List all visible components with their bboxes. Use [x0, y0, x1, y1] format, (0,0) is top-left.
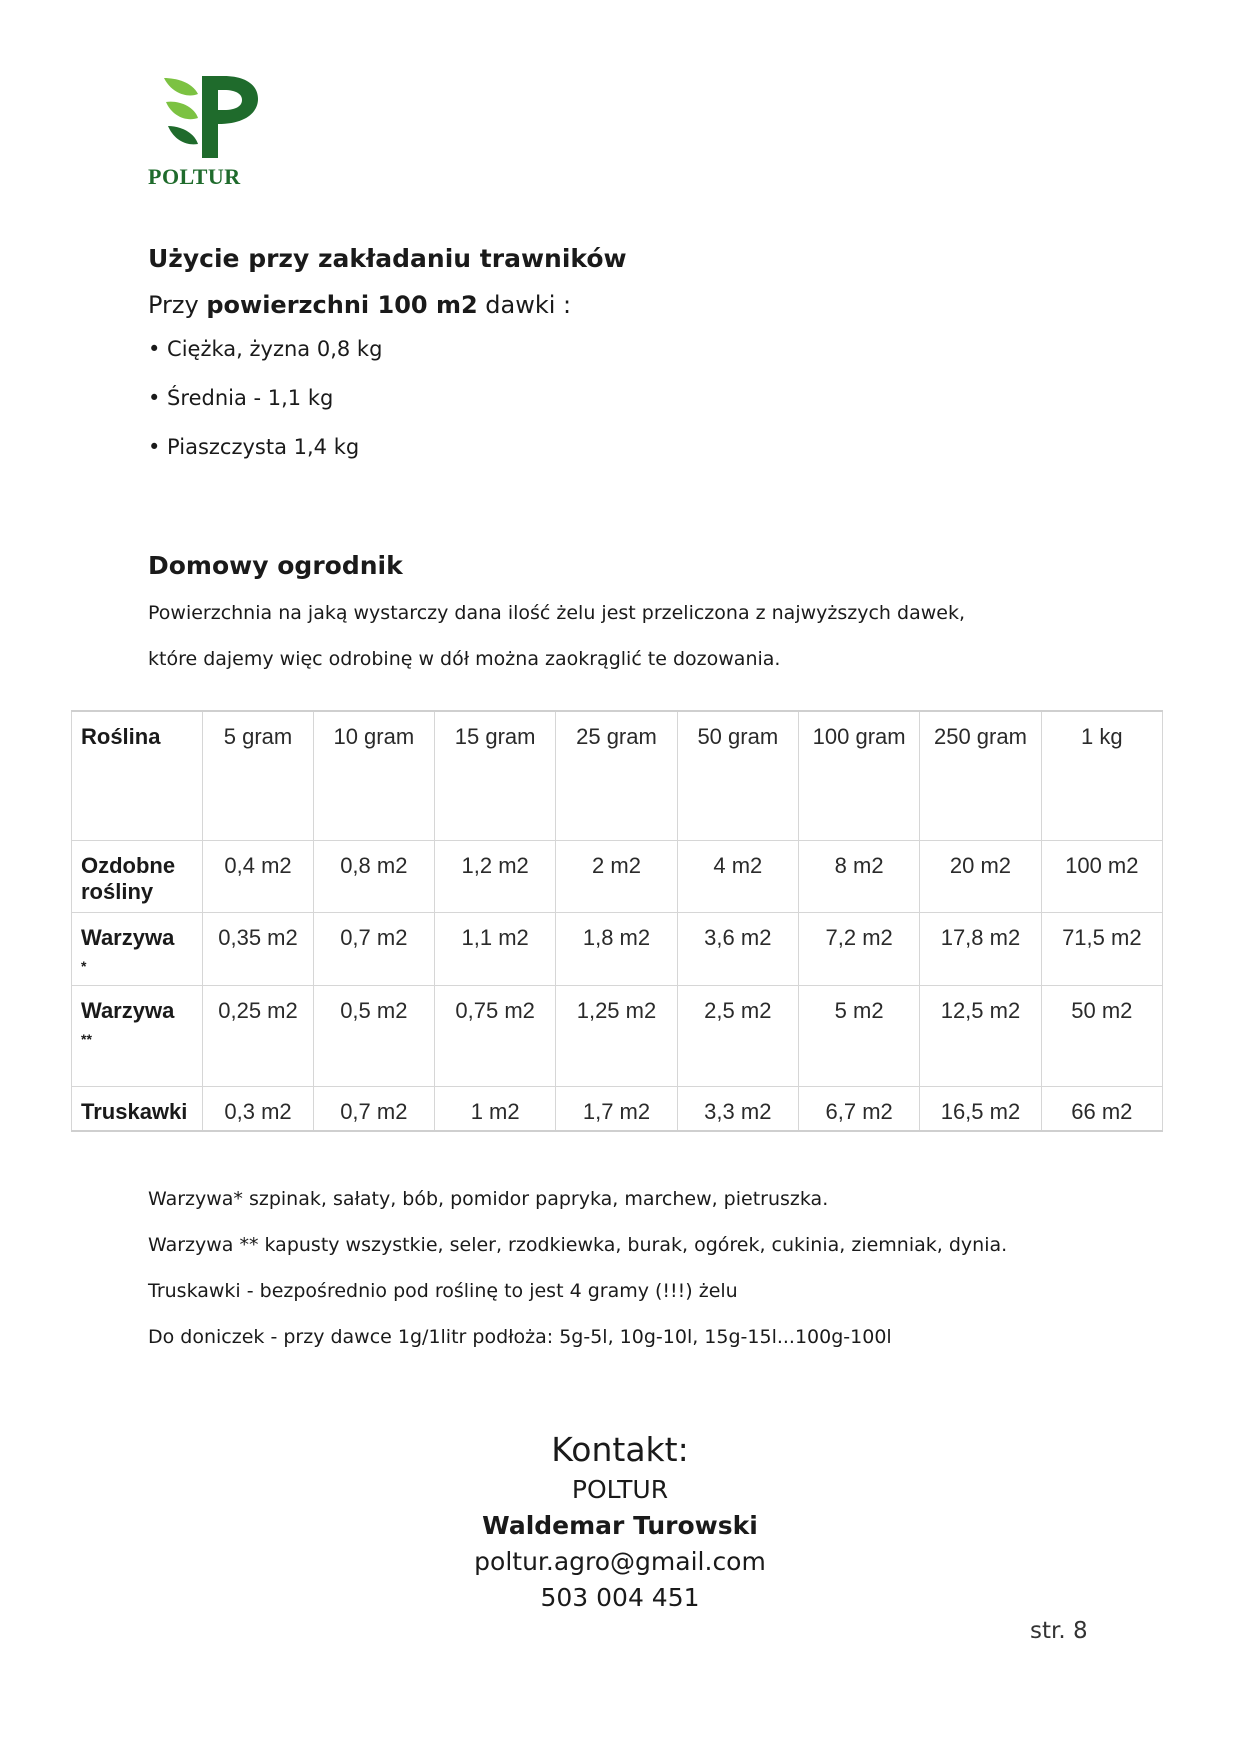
intro-line-1: Powierzchnia na jaką wystarczy dana ilość żelu jest przeliczona z najwyższych dawek, — [148, 602, 965, 624]
lawn-heading: Użycie przy zakładaniu trawników — [148, 244, 627, 273]
note-line: Warzywa* szpinak, sałaty, bób, pomidor papryka, marchew, pietruszka. — [148, 1188, 829, 1210]
poltur-logo — [148, 72, 258, 192]
table-cell: 1,2 m2 — [434, 840, 555, 912]
poltur-leaf-p-icon — [162, 72, 262, 162]
table-cell: 17,8 m2 — [920, 912, 1041, 985]
lead-post: dawki : — [477, 291, 572, 319]
table-cell: 0,3 m2 — [203, 1086, 313, 1131]
table-header-cell: 100 gram — [798, 711, 919, 840]
row-label-line: rośliny — [81, 878, 154, 904]
notes — [148, 1176, 1148, 1360]
dose-list — [148, 325, 1148, 472]
table-header-cell: 25 gram — [556, 711, 677, 840]
home-gardener-section — [148, 551, 1148, 682]
list-item: • Piaszczysta 1,4 kg — [148, 435, 360, 459]
table-cell: 0,35 m2 — [203, 912, 313, 985]
list-item: • Ciężka, żyzna 0,8 kg — [148, 337, 383, 361]
row-label-line: Warzywa — [81, 997, 175, 1023]
table-header-cell: 5 gram — [203, 711, 313, 840]
table-cell: 0,8 m2 — [313, 840, 434, 912]
table-cell: 2 m2 — [556, 840, 677, 912]
page-number: str. 8 — [1030, 1618, 1088, 1644]
row-label — [72, 840, 203, 912]
table-header-cell: 10 gram — [313, 711, 434, 840]
table-cell: 100 m2 — [1041, 840, 1162, 912]
row-label — [72, 912, 203, 985]
contact-block — [420, 1428, 820, 1616]
contact-company: POLTUR — [571, 1475, 669, 1504]
table-cell: 20 m2 — [920, 840, 1041, 912]
intro-line-2: które dajemy więc odrobinę w dół można zaokrąglić te dozowania. — [148, 648, 781, 670]
table-header-cell: 50 gram — [677, 711, 798, 840]
table-cell: 3,6 m2 — [677, 912, 798, 985]
table-cell: 2,5 m2 — [677, 985, 798, 1086]
table-cell: 0,7 m2 — [313, 912, 434, 985]
table-cell: 1,25 m2 — [556, 985, 677, 1086]
table-header-cell: 1 kg — [1041, 711, 1162, 840]
row-label-line: ** — [81, 1030, 92, 1047]
table-cell: 71,5 m2 — [1041, 912, 1162, 985]
table-cell: 0,5 m2 — [313, 985, 434, 1086]
table-cell: 1,8 m2 — [556, 912, 677, 985]
row-label-line: * — [81, 957, 87, 974]
table-cell: 4 m2 — [677, 840, 798, 912]
lead-bold: powierzchni 100 m2 — [206, 291, 478, 319]
table-cell: 12,5 m2 — [920, 985, 1041, 1086]
note-line: Warzywa ** kapusty wszystkie, seler, rzodkiewka, burak, ogórek, cukinia, ziemniak, dynia. — [148, 1234, 1008, 1256]
lead-pre: Przy — [148, 291, 207, 319]
table-cell: 0,4 m2 — [203, 840, 313, 912]
table-header-cell: Roślina — [72, 711, 203, 840]
contact-name: Waldemar Turowski — [482, 1511, 758, 1540]
lawn-section — [148, 244, 1148, 472]
row-label: Truskawki — [72, 1086, 203, 1131]
contact-phone[interactable]: 503 004 451 — [540, 1583, 700, 1612]
table-cell: 50 m2 — [1041, 985, 1162, 1086]
dosage-table — [71, 710, 1163, 1132]
table-row — [72, 912, 1163, 985]
table-cell: 66 m2 — [1041, 1086, 1162, 1131]
table-cell: 1,1 m2 — [434, 912, 555, 985]
lawn-lead — [148, 291, 1148, 319]
logo-text: POLTUR — [148, 164, 241, 189]
table-cell: 0,25 m2 — [203, 985, 313, 1086]
table-cell: 5 m2 — [798, 985, 919, 1086]
note-line: Do doniczek - przy dawce 1g/1litr podłoża: 5g-5l, 10g-10l, 15g-15l...100g-100l — [148, 1326, 892, 1348]
row-label-line: Warzywa — [81, 924, 175, 950]
row-label — [72, 985, 203, 1086]
row-label-line: Ozdobne — [81, 852, 176, 878]
table-header-cell: 250 gram — [920, 711, 1041, 840]
table-row — [72, 1086, 1163, 1131]
table-cell: 7,2 m2 — [798, 912, 919, 985]
table-cell: 1 m2 — [434, 1086, 555, 1131]
table-cell: 3,3 m2 — [677, 1086, 798, 1131]
table-cell: 6,7 m2 — [798, 1086, 919, 1131]
table-header-row — [72, 711, 1163, 840]
list-item: • Średnia - 1,1 kg — [148, 386, 334, 410]
note-line: Truskawki - bezpośrednio pod roślinę to jest 4 gramy (!!!) żelu — [148, 1280, 738, 1302]
table-row — [72, 985, 1163, 1086]
contact-email[interactable]: poltur.agro@gmail.com — [474, 1547, 766, 1576]
contact-title: Kontakt: — [551, 1430, 689, 1469]
table-cell: 1,7 m2 — [556, 1086, 677, 1131]
table-header-cell: 15 gram — [434, 711, 555, 840]
table-cell: 0,7 m2 — [313, 1086, 434, 1131]
table-cell: 0,75 m2 — [434, 985, 555, 1086]
table-row — [72, 840, 1163, 912]
table-cell: 8 m2 — [798, 840, 919, 912]
home-gardener-heading: Domowy ogrodnik — [148, 551, 403, 580]
table-cell: 16,5 m2 — [920, 1086, 1041, 1131]
